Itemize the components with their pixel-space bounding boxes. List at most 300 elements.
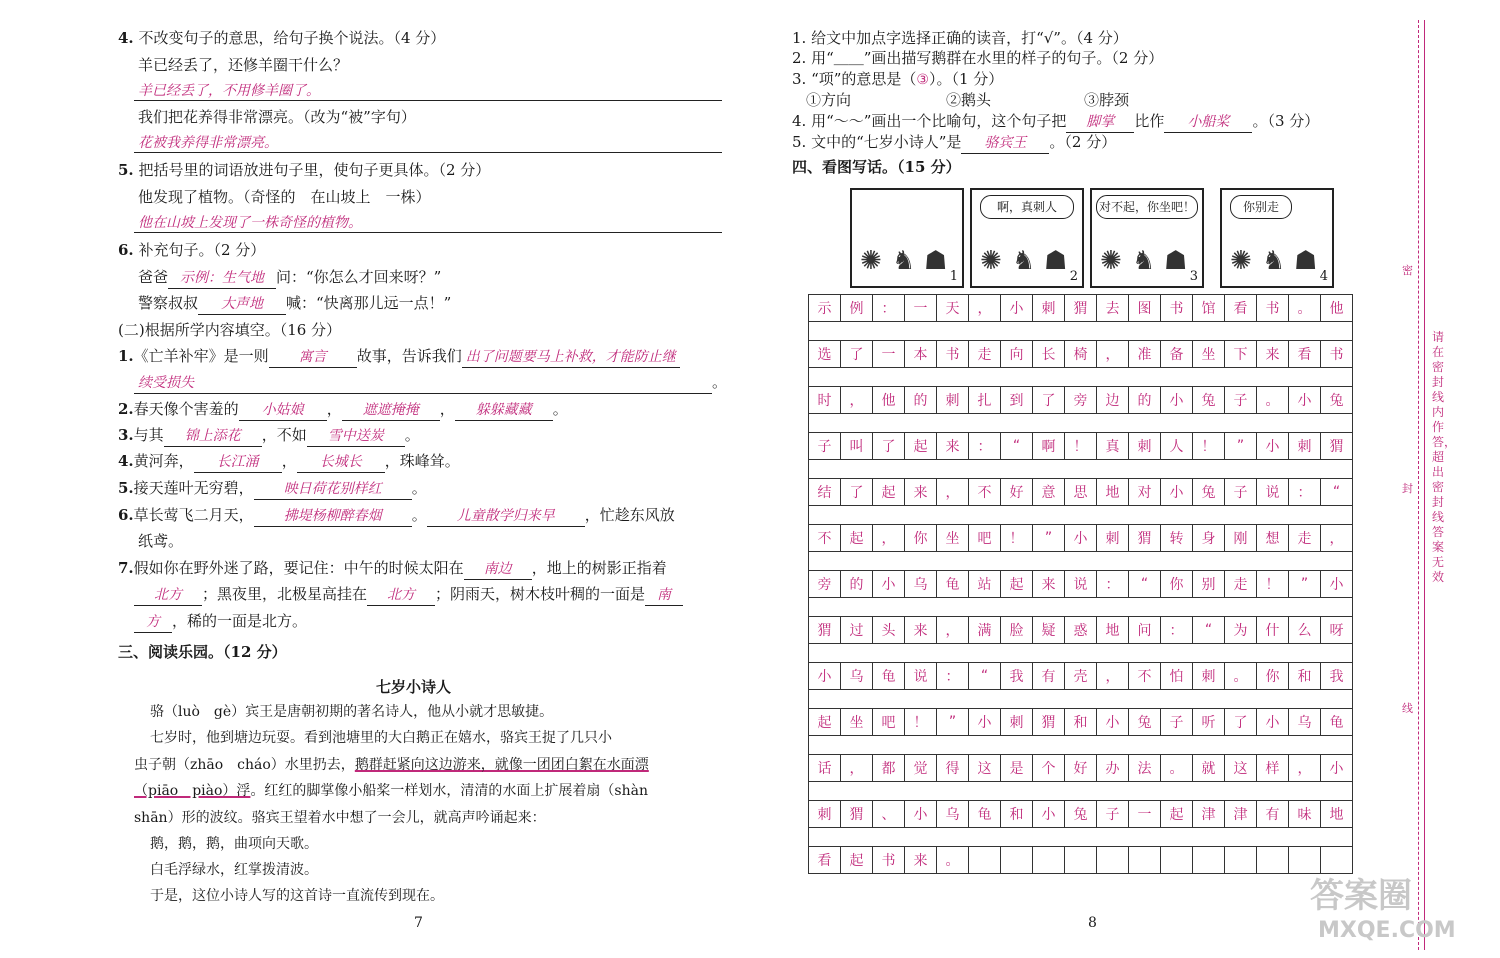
grid-gap-cell	[809, 506, 841, 525]
grid-gap-cell	[1033, 322, 1065, 341]
grid-cell: 龟	[1321, 709, 1353, 736]
grid-cell: 起	[873, 479, 905, 506]
grid-cell: 准	[1129, 341, 1161, 368]
grid-gap-cell	[1129, 552, 1161, 571]
grid-cell: 坐	[1193, 341, 1225, 368]
grid-gap-cell	[873, 736, 905, 755]
grid-gap-cell	[1161, 690, 1193, 709]
grid-gap-cell	[841, 644, 873, 663]
grid-cell: 子	[1225, 387, 1257, 414]
grid-gap-cell	[905, 736, 937, 755]
grid-gap-cell	[905, 598, 937, 617]
grid-cell: 书	[937, 341, 969, 368]
grid-cell: 刺	[1289, 433, 1321, 460]
grid-cell: 是	[1001, 755, 1033, 782]
grid-row	[809, 847, 1353, 874]
answer-text: 他在山坡上发现了一株奇怪的植物。	[138, 215, 362, 231]
grid-cell: ，	[841, 387, 873, 414]
grid-gap-cell	[1257, 598, 1289, 617]
grid-gap-cell	[1065, 828, 1097, 847]
watermark-logo: 答案圈	[1310, 876, 1412, 916]
grid-gap-cell	[1321, 460, 1353, 479]
grid-gap-cell	[1033, 828, 1065, 847]
grid-cell: 话	[809, 755, 841, 782]
grid-cell: 来	[905, 479, 937, 506]
grid-cell: 小	[905, 801, 937, 828]
grid-gap-cell	[1033, 644, 1065, 663]
grid-cell: 走	[1225, 571, 1257, 598]
grid-cell: 有	[1033, 663, 1065, 690]
grid-cell: 地	[1097, 479, 1129, 506]
grid-cell: 个	[1033, 755, 1065, 782]
grid-gap-cell	[1289, 322, 1321, 341]
grid-cell: 小	[1065, 525, 1097, 552]
grid-gap-cell	[1033, 506, 1065, 525]
grid-cell: ：	[937, 663, 969, 690]
grid-cell: 呀	[1321, 617, 1353, 644]
passage-para: 骆（luò gè）宾王是唐朝初期的著名诗人，他从小就才思敏捷。	[150, 704, 554, 720]
passage-para: （piāo piào）浮。红红的脚掌像小船桨一样划水，清清的水面上扩展着扇（shàn	[134, 783, 649, 799]
grid-gap-cell	[937, 644, 969, 663]
grid-cell: 疑	[1033, 617, 1065, 644]
grid-cell: 兔	[1193, 479, 1225, 506]
grid-cell: 得	[937, 755, 969, 782]
grid-cell: 坐	[841, 709, 873, 736]
grid-cell: 猬	[1065, 295, 1097, 322]
section-2-heading: (二)根据所学内容填空。（16 分）	[118, 321, 342, 339]
grid-gap-cell	[937, 552, 969, 571]
fill-line: 爸爸 示例：生气地 问：“你怎么才回来呀？”	[138, 267, 441, 289]
grid-cell: 身	[1193, 525, 1225, 552]
grid-cell: 旁	[809, 571, 841, 598]
grid-gap	[809, 552, 1353, 571]
grid-cell: 问	[1129, 617, 1161, 644]
answer-text: 羊已经丢了，不用修羊圈了。	[138, 83, 320, 99]
grid-cell: 别	[1193, 571, 1225, 598]
grid-cell: 书	[1161, 295, 1193, 322]
fill-7: 7.假如你在野外迷了路，要记住：中午的时候太阳在 南边 ，地上的树影正指着	[118, 558, 667, 580]
grid-cell: 乌	[1289, 709, 1321, 736]
fill-7-cont2: 方 ，稀的一面是北方。	[134, 611, 307, 633]
grid-cell: ”	[937, 709, 969, 736]
grid-cell: ，	[969, 295, 1001, 322]
passage-title: 七岁小诗人	[376, 678, 452, 696]
rabbit-icon: ♞	[1012, 246, 1036, 276]
question-4: 4. 用“～～”画出一个比喻句，这个句子把 脚掌 比作 小船桨 。（3 分）	[792, 111, 1319, 133]
grid-row	[809, 341, 1353, 368]
grid-cell: 长	[1033, 341, 1065, 368]
grid-gap-cell	[1161, 782, 1193, 801]
grid-gap-cell	[1193, 828, 1225, 847]
sentence: 羊已经丢了，还修羊圈干什么？	[138, 56, 349, 74]
grid-cell: 地	[1097, 617, 1129, 644]
grid-gap-cell	[969, 644, 1001, 663]
grid-cell: 兔	[1065, 801, 1097, 828]
grid-cell: 小	[1161, 387, 1193, 414]
grid-cell: 来	[905, 847, 937, 874]
grid-gap	[809, 644, 1353, 663]
grid-cell: 了	[873, 433, 905, 460]
sentence: 我们把花养得非常漂亮。（改为“被”字句）	[138, 108, 416, 126]
fill-6-cont: 纸鸢。	[138, 532, 184, 550]
grid-gap-cell	[905, 644, 937, 663]
grid-cell: ，	[937, 479, 969, 506]
grid-cell: 子	[1161, 709, 1193, 736]
grid-gap-cell	[937, 782, 969, 801]
grid-gap-cell	[1001, 552, 1033, 571]
grid-cell: 龟	[969, 801, 1001, 828]
grid-cell: 猬	[1129, 525, 1161, 552]
grid-gap-cell	[1193, 414, 1225, 433]
grid-cell: 看	[809, 847, 841, 874]
watermark-url: MXQE.COM	[1318, 918, 1456, 943]
grid-cell: 走	[1289, 525, 1321, 552]
grid-gap-cell	[1161, 828, 1193, 847]
grid-cell: 、	[873, 801, 905, 828]
grid-gap-cell	[1129, 368, 1161, 387]
grid-cell: 的	[1129, 387, 1161, 414]
grid-gap-cell	[1129, 322, 1161, 341]
grid-row	[809, 571, 1353, 598]
grid-gap-cell	[1321, 736, 1353, 755]
grid-gap-cell	[873, 598, 905, 617]
answer-line	[134, 152, 722, 153]
grid-cell: 小	[1257, 709, 1289, 736]
grid-gap-cell	[809, 414, 841, 433]
grid-cell: 刺	[1001, 709, 1033, 736]
grid-cell: 这	[1225, 755, 1257, 782]
grid-cell: ：	[1289, 479, 1321, 506]
grid-cell: 兔	[1129, 709, 1161, 736]
fill-6: 6.草长莺飞二月天， 拂堤杨柳醉春烟 。 儿童散学归来早 ，忙趁东风放	[118, 505, 675, 527]
grid-cell: 选	[809, 341, 841, 368]
grid-cell: 你	[1257, 663, 1289, 690]
grid-cell: ，	[841, 755, 873, 782]
grid-gap-cell	[1097, 828, 1129, 847]
grid-cell: 小	[1257, 433, 1289, 460]
grid-gap-cell	[1033, 460, 1065, 479]
option: ③脖颈	[1084, 91, 1130, 109]
speech-bubble: 你别走	[1230, 195, 1292, 219]
grid-cell: 地	[1321, 801, 1353, 828]
grid-cell	[1161, 847, 1193, 874]
grid-gap-cell	[905, 506, 937, 525]
seal-mark: 封	[1402, 482, 1413, 495]
turtle-icon: ☗	[1294, 246, 1318, 276]
grid-cell: 小	[809, 663, 841, 690]
grid-gap-cell	[1065, 782, 1097, 801]
grid-row	[809, 709, 1353, 736]
grid-gap	[809, 322, 1353, 341]
fill-4: 4.黄河奔， 长江涌 ， 长城长 ，珠峰耸。	[118, 451, 460, 473]
grid-row	[809, 755, 1353, 782]
grid-cell: 说	[905, 663, 937, 690]
grid-gap-cell	[905, 828, 937, 847]
grid-gap-cell	[1225, 460, 1257, 479]
grid-gap-cell	[1001, 414, 1033, 433]
grid-gap	[809, 690, 1353, 709]
grid-cell: ，	[873, 525, 905, 552]
grid-gap-cell	[969, 506, 1001, 525]
grid-gap-cell	[841, 736, 873, 755]
grid-cell: 好	[1001, 479, 1033, 506]
grid-cell: 坐	[937, 525, 969, 552]
grid-cell: 一	[905, 295, 937, 322]
grid-cell: 例	[841, 295, 873, 322]
grid-gap-cell	[969, 322, 1001, 341]
grid-gap-cell	[1065, 644, 1097, 663]
grid-cell: 。	[1257, 387, 1289, 414]
grid-gap-cell	[841, 322, 873, 341]
passage-para: 虫子朝（zhāo cháo）水里扔去，鹅群赶紧向这边游来，就像一团团白絮在水面漂	[134, 757, 649, 773]
grid-gap-cell	[1289, 506, 1321, 525]
grid-gap-cell	[1321, 598, 1353, 617]
grid-cell: 都	[873, 755, 905, 782]
grid-gap-cell	[905, 460, 937, 479]
grid-row	[809, 479, 1353, 506]
grid-gap-cell	[1225, 828, 1257, 847]
grid-cell: 图	[1129, 295, 1161, 322]
grid-gap-cell	[1257, 368, 1289, 387]
passage-para: 七岁时，他到塘边玩耍。看到池塘里的大白鹅正在嬉水，骆宾王捉了几只小	[150, 730, 612, 746]
grid-gap-cell	[937, 414, 969, 433]
grid-gap-cell	[1065, 690, 1097, 709]
grid-gap-cell	[841, 552, 873, 571]
grid-gap-cell	[1321, 782, 1353, 801]
grid-cell: 乌	[937, 801, 969, 828]
grid-gap-cell	[1193, 552, 1225, 571]
grid-cell: 子	[1225, 479, 1257, 506]
grid-gap-cell	[1289, 414, 1321, 433]
section-4-heading: 四、看图写话。（15 分）	[792, 158, 961, 176]
grid-gap-cell	[873, 552, 905, 571]
grid-cell: 兔	[1321, 387, 1353, 414]
rabbit-icon: ♞	[1132, 246, 1156, 276]
grid-gap-cell	[1225, 368, 1257, 387]
grid-cell: 津	[1225, 801, 1257, 828]
grid-gap-cell	[1065, 598, 1097, 617]
grid-cell: 你	[1161, 571, 1193, 598]
grid-gap-cell	[809, 460, 841, 479]
grid-gap-cell	[1321, 644, 1353, 663]
fill-2: 2.春天像个害羞的 小姑娘 ， 遮遮掩掩 ， 躲躲藏藏 。	[118, 399, 568, 421]
grid-gap-cell	[873, 690, 905, 709]
grid-cell: 转	[1161, 525, 1193, 552]
grid-gap	[809, 736, 1353, 755]
grid-cell: 站	[969, 571, 1001, 598]
section-3-heading: 三、阅读乐园。（12 分）	[118, 643, 287, 661]
grid-gap-cell	[1129, 828, 1161, 847]
grid-row	[809, 387, 1353, 414]
grid-cell: 。	[1225, 663, 1257, 690]
question-5: 5. 文中的“七岁小诗人”是 骆宾王 。（2 分）	[792, 132, 1116, 154]
hedgehog-icon: ✺	[980, 246, 1002, 276]
grid-gap-cell	[1193, 506, 1225, 525]
grid-cell: 么	[1289, 617, 1321, 644]
grid-cell: 吧	[969, 525, 1001, 552]
grid-cell: 了	[1225, 709, 1257, 736]
grid-gap-cell	[1001, 460, 1033, 479]
grid-cell: ”	[1289, 571, 1321, 598]
grid-gap-cell	[1001, 598, 1033, 617]
grid-gap-cell	[1289, 598, 1321, 617]
rabbit-icon: ♞	[1262, 246, 1286, 276]
grid-cell: 刺	[1129, 433, 1161, 460]
grid-cell: 这	[969, 755, 1001, 782]
grid-gap-cell	[1257, 644, 1289, 663]
grid-cell: 起	[841, 847, 873, 874]
grid-gap	[809, 368, 1353, 387]
grid-cell: ：	[1161, 617, 1193, 644]
grid-cell: 。	[1161, 755, 1193, 782]
grid-cell: 刺	[1097, 525, 1129, 552]
grid-cell: ”	[1225, 433, 1257, 460]
grid-gap-cell	[1129, 598, 1161, 617]
grid-cell: 来	[1257, 341, 1289, 368]
grid-gap-cell	[937, 322, 969, 341]
grid-cell: 乌	[841, 663, 873, 690]
grid-gap-cell	[841, 506, 873, 525]
grid-gap-cell	[1001, 322, 1033, 341]
grid-gap-cell	[937, 690, 969, 709]
grid-cell: 龟	[873, 663, 905, 690]
grid-cell: 小	[1321, 571, 1353, 598]
grid-cell: 好	[1065, 755, 1097, 782]
grid-cell: 为	[1225, 617, 1257, 644]
grid-gap-cell	[1193, 322, 1225, 341]
grid-gap-cell	[1257, 782, 1289, 801]
grid-cell: 来	[905, 617, 937, 644]
grid-gap-cell	[1161, 736, 1193, 755]
grid-cell: 样	[1257, 755, 1289, 782]
grid-cell: 过	[841, 617, 873, 644]
grid-gap-cell	[1065, 506, 1097, 525]
page-number: 8	[1088, 915, 1097, 931]
grid-cell: ，	[1097, 663, 1129, 690]
grid-gap-cell	[1161, 598, 1193, 617]
grid-cell: 的	[905, 387, 937, 414]
grid-gap-cell	[937, 506, 969, 525]
grid-cell: 意	[1033, 479, 1065, 506]
grid-gap-cell	[809, 690, 841, 709]
fill-1-cont: 续受损失 。	[134, 372, 727, 394]
grid-cell: 真	[1097, 433, 1129, 460]
grid-gap-cell	[1289, 690, 1321, 709]
grid-gap-cell	[1321, 506, 1353, 525]
grid-gap-cell	[1161, 322, 1193, 341]
grid-gap	[809, 828, 1353, 847]
grid-cell: ，	[1321, 525, 1353, 552]
grid-gap-cell	[937, 736, 969, 755]
grid-cell: 示	[809, 295, 841, 322]
grid-cell: 一	[873, 341, 905, 368]
grid-cell: 想	[1257, 525, 1289, 552]
grid-cell: 书	[1321, 341, 1353, 368]
grid-gap-cell	[1065, 368, 1097, 387]
grid-cell: 起	[905, 433, 937, 460]
grid-cell: “	[1129, 571, 1161, 598]
grid-cell: “	[969, 663, 1001, 690]
grid-gap-cell	[1001, 368, 1033, 387]
grid-gap-cell	[873, 828, 905, 847]
grid-gap-cell	[1289, 368, 1321, 387]
grid-gap-cell	[1193, 736, 1225, 755]
fill-line: 警察叔叔 大声地 喊：“快离那儿远一点！”	[138, 293, 451, 315]
grid-gap-cell	[1257, 828, 1289, 847]
grid-cell: ：	[873, 295, 905, 322]
grid-cell: 小	[969, 709, 1001, 736]
grid-gap-cell	[1097, 414, 1129, 433]
grid-cell: ，	[1097, 341, 1129, 368]
grid-cell: ！	[1257, 571, 1289, 598]
grid-cell: 备	[1161, 341, 1193, 368]
grid-gap-cell	[1097, 690, 1129, 709]
grid-gap-cell	[969, 552, 1001, 571]
grid-gap-cell	[1001, 690, 1033, 709]
grid-gap-cell	[873, 460, 905, 479]
grid-cell: 了	[1033, 387, 1065, 414]
grid-gap-cell	[1065, 736, 1097, 755]
grid-cell: ”	[1033, 525, 1065, 552]
turtle-icon: ☗	[924, 246, 948, 276]
grid-cell: 子	[1097, 801, 1129, 828]
grid-gap-cell	[1129, 690, 1161, 709]
writing-grid	[808, 294, 1353, 874]
grid-cell: ！	[905, 709, 937, 736]
grid-gap-cell	[1225, 552, 1257, 571]
grid-cell: “	[1001, 433, 1033, 460]
grid-cell	[969, 847, 1001, 874]
grid-cell	[1097, 847, 1129, 874]
grid-gap-cell	[1033, 368, 1065, 387]
hedgehog-icon: ✺	[1100, 246, 1122, 276]
poem-line: 白毛浮绿水，红掌拨清波。	[150, 862, 318, 878]
grid-cell: 和	[1065, 709, 1097, 736]
grid-gap-cell	[873, 782, 905, 801]
grid-gap-cell	[1033, 690, 1065, 709]
grid-gap-cell	[809, 736, 841, 755]
grid-cell: 猬	[1033, 709, 1065, 736]
grid-gap-cell	[1257, 414, 1289, 433]
hedgehog-icon: ✺	[1230, 246, 1252, 276]
grid-cell: 一	[1129, 801, 1161, 828]
picture-panel-2: 啊，真刺人 ✺ ♞ ☗ 2	[970, 188, 1084, 288]
grid-cell: 不	[809, 525, 841, 552]
grid-gap-cell	[1065, 322, 1097, 341]
grid-gap-cell	[1257, 460, 1289, 479]
grid-gap-cell	[1321, 414, 1353, 433]
grid-cell: 办	[1097, 755, 1129, 782]
sentence: 他发现了植物。（奇怪的 在山坡上 一株）	[138, 188, 431, 206]
grid-cell: 书	[1257, 295, 1289, 322]
grid-gap-cell	[969, 598, 1001, 617]
grid-cell: 猬	[809, 617, 841, 644]
grid-gap-cell	[809, 322, 841, 341]
fill-3: 3.与其 锦上添花 ，不如 雪中送炭 。	[118, 425, 420, 447]
grid-gap-cell	[1097, 506, 1129, 525]
grid-cell: 看	[1289, 341, 1321, 368]
page-number: 7	[414, 915, 423, 931]
fill-1: 1.《亡羊补牢》是一则 寓言 故事，告诉我们 出了问题要马上补救，才能防止继	[118, 346, 680, 368]
grid-gap-cell	[969, 828, 1001, 847]
grid-gap	[809, 506, 1353, 525]
grid-cell: 说	[1257, 479, 1289, 506]
grid-cell: 的	[841, 571, 873, 598]
fill-5: 5.接天莲叶无穷碧， 映日荷花别样红 。	[118, 478, 427, 500]
grid-cell: 结	[809, 479, 841, 506]
grid-cell: 和	[1289, 663, 1321, 690]
grid-gap-cell	[1161, 460, 1193, 479]
